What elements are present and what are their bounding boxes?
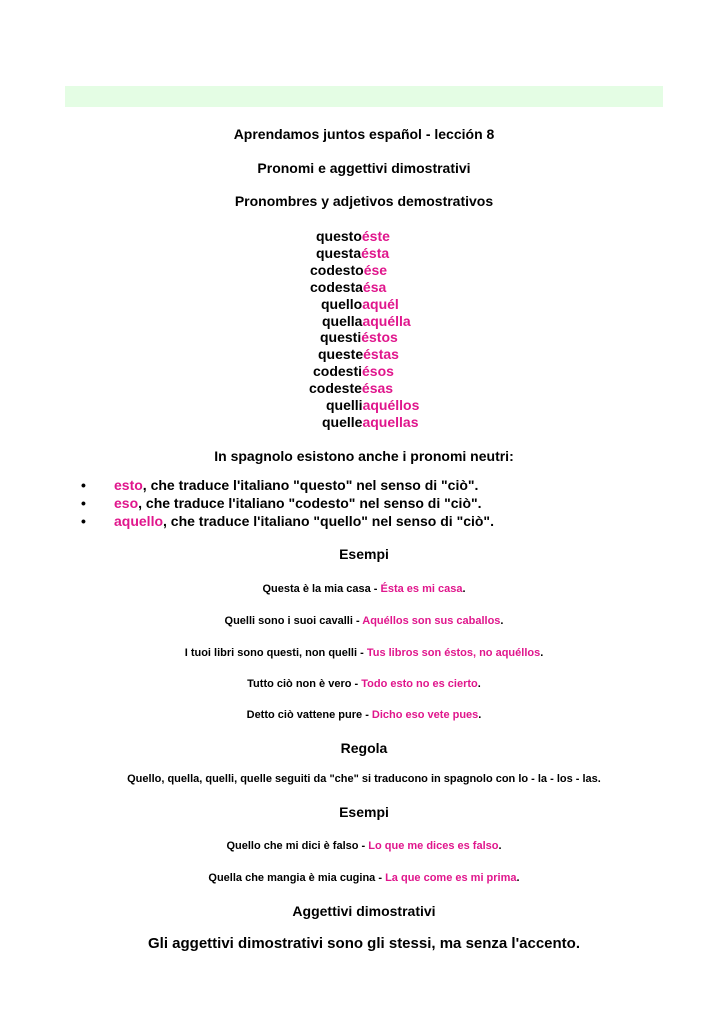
pronoun-italian: quelle <box>322 414 363 430</box>
pronoun-italian: queste <box>318 346 364 362</box>
example-italian: Quello che mi dici è falso - <box>226 840 369 852</box>
pronoun-pair <box>321 296 399 312</box>
example-period: . <box>516 872 520 884</box>
example-italian: Detto ciò vattene pure - <box>246 709 372 721</box>
pronoun-pair <box>322 414 419 430</box>
pronoun-spanish: éstos <box>361 329 398 345</box>
neutral-pronoun: eso <box>114 495 139 511</box>
pronoun-italian: questo <box>316 228 362 244</box>
example-italian: I tuoi libri sono questi, non quelli - <box>184 647 367 659</box>
neutral-explanation: , che traduce l'italiano "questo" nel senso di "ciò". <box>142 477 479 493</box>
pronoun-pair <box>316 228 390 244</box>
example-spanish: Dicho eso vete pues <box>371 709 479 721</box>
aggettivi-text: Gli aggettivi dimostrativi sono gli stessi, ma senza l'accento. <box>147 935 581 952</box>
example-sentence <box>0 647 728 659</box>
pronoun-spanish: aquélla <box>362 313 411 329</box>
subtitle-spanish: Pronombres y adjetivos demostrativos <box>234 193 494 209</box>
pronoun-italian: codesta <box>310 279 363 295</box>
aggettivi-heading: Aggettivi dimostrativi <box>292 903 436 919</box>
pronoun-pair <box>310 279 386 295</box>
pronoun-italian: codeste <box>309 380 362 396</box>
pronoun-spanish: ése <box>363 262 388 278</box>
header-band <box>65 86 663 107</box>
example-period: . <box>478 709 482 721</box>
pronoun-pair <box>316 245 389 261</box>
pronoun-italian: codesti <box>313 363 363 379</box>
esempi-heading: Esempi <box>339 546 389 562</box>
example-spanish: La que come es mi prima <box>385 872 517 884</box>
example-period: . <box>500 615 504 627</box>
pronoun-spanish: aquél <box>362 296 399 312</box>
pronoun-spanish: ésos <box>362 363 394 379</box>
pronoun-spanish: ésas <box>361 380 394 396</box>
pronoun-spanish: éstas <box>363 346 399 362</box>
pronoun-spanish: aquellas <box>362 414 419 430</box>
neutral-pronoun: esto <box>114 477 143 493</box>
regola-text: Quello, quella, quelli, quelle seguiti da "che" si traducono in spagnolo con lo - la - los - las. <box>127 773 601 785</box>
neutral-pronoun: aquello <box>114 513 164 529</box>
example-spanish: Tus libros son éstos, no aquéllos <box>366 647 541 659</box>
neutral-explanation: , che traduce l'italiano "codesto" nel senso di "ciò". <box>138 495 482 511</box>
pronoun-italian: quelli <box>326 397 363 413</box>
pronoun-pair <box>322 313 411 329</box>
regola-heading: Regola <box>340 740 388 756</box>
pronoun-spanish: ésa <box>362 279 387 295</box>
pronoun-spanish: éste <box>361 228 390 244</box>
example-sentence <box>0 678 728 690</box>
example-spanish: Lo que me dices es falso <box>368 840 499 852</box>
pronoun-italian: quella <box>322 313 363 329</box>
lesson-title: Aprendamos juntos español - lección 8 <box>233 126 495 142</box>
example-sentence <box>0 583 728 595</box>
pronoun-spanish: aquéllos <box>362 397 420 413</box>
pronoun-spanish: ésta <box>361 245 390 261</box>
example-spanish: Aquéllos son sus caballos <box>362 615 501 627</box>
example-period: . <box>498 840 502 852</box>
esempi-heading: Esempi <box>339 804 389 820</box>
pronoun-pair <box>318 346 399 362</box>
pronoun-pair <box>309 380 393 396</box>
pronoun-pair <box>313 363 394 379</box>
example-spanish: Todo esto no es cierto <box>361 678 478 690</box>
pronoun-pair <box>326 397 419 413</box>
example-italian: Quelli sono i suoi cavalli - <box>224 615 363 627</box>
example-italian: Questa è la mia casa - <box>262 583 381 595</box>
bullet-icon: • <box>81 477 86 493</box>
example-spanish: Ésta es mi casa <box>380 583 463 595</box>
pronoun-italian: questi <box>320 329 362 345</box>
example-sentence <box>0 872 728 884</box>
example-sentence <box>0 615 728 627</box>
example-sentence <box>0 840 728 852</box>
pronoun-pair <box>320 329 398 345</box>
pronoun-italian: quello <box>321 296 363 312</box>
neutri-heading: In spagnolo esistono anche i pronomi neutri: <box>214 448 514 464</box>
example-italian: Quella che mangia è mia cugina - <box>208 872 386 884</box>
example-italian: Tutto ciò non è vero - <box>247 678 362 690</box>
pronoun-italian: questa <box>316 245 362 261</box>
subtitle-italian: Pronomi e aggettivi dimostrativi <box>257 160 471 176</box>
bullet-icon: • <box>81 495 86 511</box>
pronoun-italian: codesto <box>310 262 364 278</box>
neutral-explanation: , che traduce l'italiano "quello" nel senso di "ciò". <box>163 513 494 529</box>
bullet-icon: • <box>81 513 86 529</box>
example-period: . <box>462 583 466 595</box>
pronoun-pair <box>310 262 387 278</box>
example-period: . <box>477 678 481 690</box>
example-sentence <box>0 709 728 721</box>
example-period: . <box>540 647 544 659</box>
